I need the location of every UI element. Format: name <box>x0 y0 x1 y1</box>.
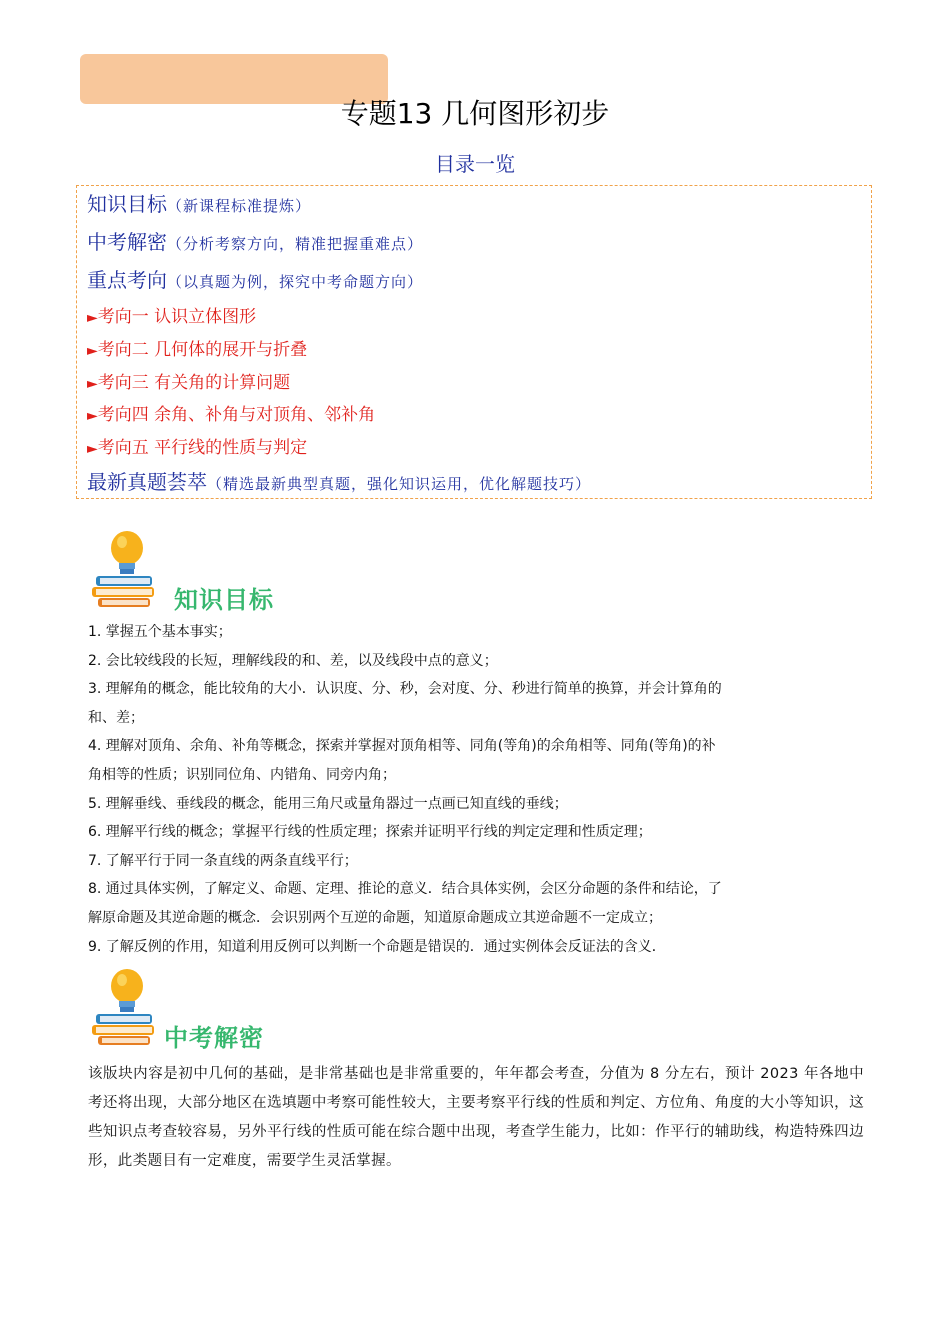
list-item: 解原命题及其逆命题的概念．会识别两个互逆的命题，知道原命题成立其逆命题不一定成立； <box>88 909 662 926</box>
list-item: 6. 理解平行线的概念；掌握平行线的性质定理；探索并证明平行线的判定定理和性质定理； <box>88 824 652 841</box>
toc-heading: 目录一览 <box>435 152 515 176</box>
exam-analysis-paragraph: 该版块内容是初中几何的基础，是非常基础也是非常重要的，年年都会考查，分值为 8 分左右，预计 2023 年各地中考还将出现，大部分地区在选填题中考察可能性较大，主要考察平行线的性质和判定、方位角、角度的大小等知识，这些知识点考查较容易，另外平行线的性质可能在综合题中出现，考查学生能力，比如：作平行的辅助线，构造特殊四边形，此类题目有一定难度，需要学生灵活掌握。 <box>88 1066 864 1169</box>
list-item: 角相等的性质；识别同位角、内错角、同旁内角； <box>88 766 396 783</box>
toc-item-main: 知识目标 <box>87 192 167 216</box>
toc-item-knowledge[interactable] <box>87 188 311 217</box>
table-of-contents <box>76 185 872 499</box>
list-item: 5. 理解垂线、垂线段的概念，能用三角尺或量角器过一点画已知直线的垂线； <box>88 795 568 812</box>
toc-topic-4[interactable] <box>87 400 375 425</box>
toc-topic-label: 考向三 有关角的计算问题 <box>97 373 291 393</box>
list-item: 3. 理解角的概念，能比较角的大小．认识度、分、秒，会对度、分、秒进行简单的换算，并会计算角的 <box>88 681 722 698</box>
section-title-exam-analysis: 中考解密 <box>164 1024 264 1052</box>
lightbulb-books-icon <box>88 966 168 1048</box>
toc-item-sub: （精选最新典型真题，强化知识运用，优化解题技巧） <box>207 475 592 493</box>
toc-topic-label: 考向四 余角、补角与对顶角、邻补角 <box>97 405 376 425</box>
lightbulb-books-icon <box>88 528 168 610</box>
toc-topic-1[interactable] <box>87 302 256 327</box>
arrow-icon: ► <box>87 343 98 359</box>
arrow-icon: ► <box>87 376 98 392</box>
arrow-icon: ► <box>87 310 98 326</box>
arrow-icon: ► <box>87 441 98 457</box>
page-title: 专题13 几何图形初步 <box>340 97 610 130</box>
toc-topic-2[interactable] <box>87 335 307 360</box>
toc-topic-5[interactable] <box>87 433 307 458</box>
section-title-knowledge: 知识目标 <box>174 586 274 614</box>
toc-topic-label: 考向二 几何体的展开与折叠 <box>97 340 308 360</box>
toc-topic-label: 考向五 平行线的性质与判定 <box>97 438 308 458</box>
arrow-icon: ► <box>87 408 98 424</box>
toc-item-main: 最新真题荟萃 <box>87 470 207 494</box>
toc-item-exam-analysis[interactable] <box>87 226 423 255</box>
toc-item-main: 中考解密 <box>87 230 167 254</box>
list-item: 2. 会比较线段的长短，理解线段的和、差，以及线段中点的意义； <box>88 652 498 669</box>
knowledge-list <box>88 618 868 961</box>
list-item: 7. 了解平行于同一条直线的两条直线平行； <box>88 852 358 869</box>
toc-item-sub: （新课程标准提炼） <box>167 197 312 215</box>
toc-item-main: 重点考向 <box>87 268 167 292</box>
toc-item-latest-questions[interactable] <box>87 466 591 495</box>
list-item: 和、差； <box>88 709 144 726</box>
list-item: 8. 通过具体实例，了解定义、命题、定理、推论的意义．结合具体实例，会区分命题的条件和结论，了 <box>88 881 722 898</box>
list-item: 1. 掌握五个基本事实； <box>88 624 232 640</box>
list-item: 4. 理解对顶角、余角、补角等概念，探索并掌握对顶角相等、同角(等角)的余角相等、同角(等角)的补 <box>88 738 716 755</box>
toc-topic-3[interactable] <box>87 368 290 393</box>
list-item: 9. 了解反例的作用，知道利用反例可以判断一个命题是错误的．通过实例体会反证法的含义． <box>88 938 666 955</box>
toc-item-sub: （分析考察方向，精准把握重难点） <box>167 235 424 253</box>
toc-topic-label: 考向一 认识立体图形 <box>97 307 257 327</box>
toc-item-sub: （以真题为例，探究中考命题方向） <box>167 273 424 291</box>
toc-item-key-directions[interactable] <box>87 264 423 293</box>
